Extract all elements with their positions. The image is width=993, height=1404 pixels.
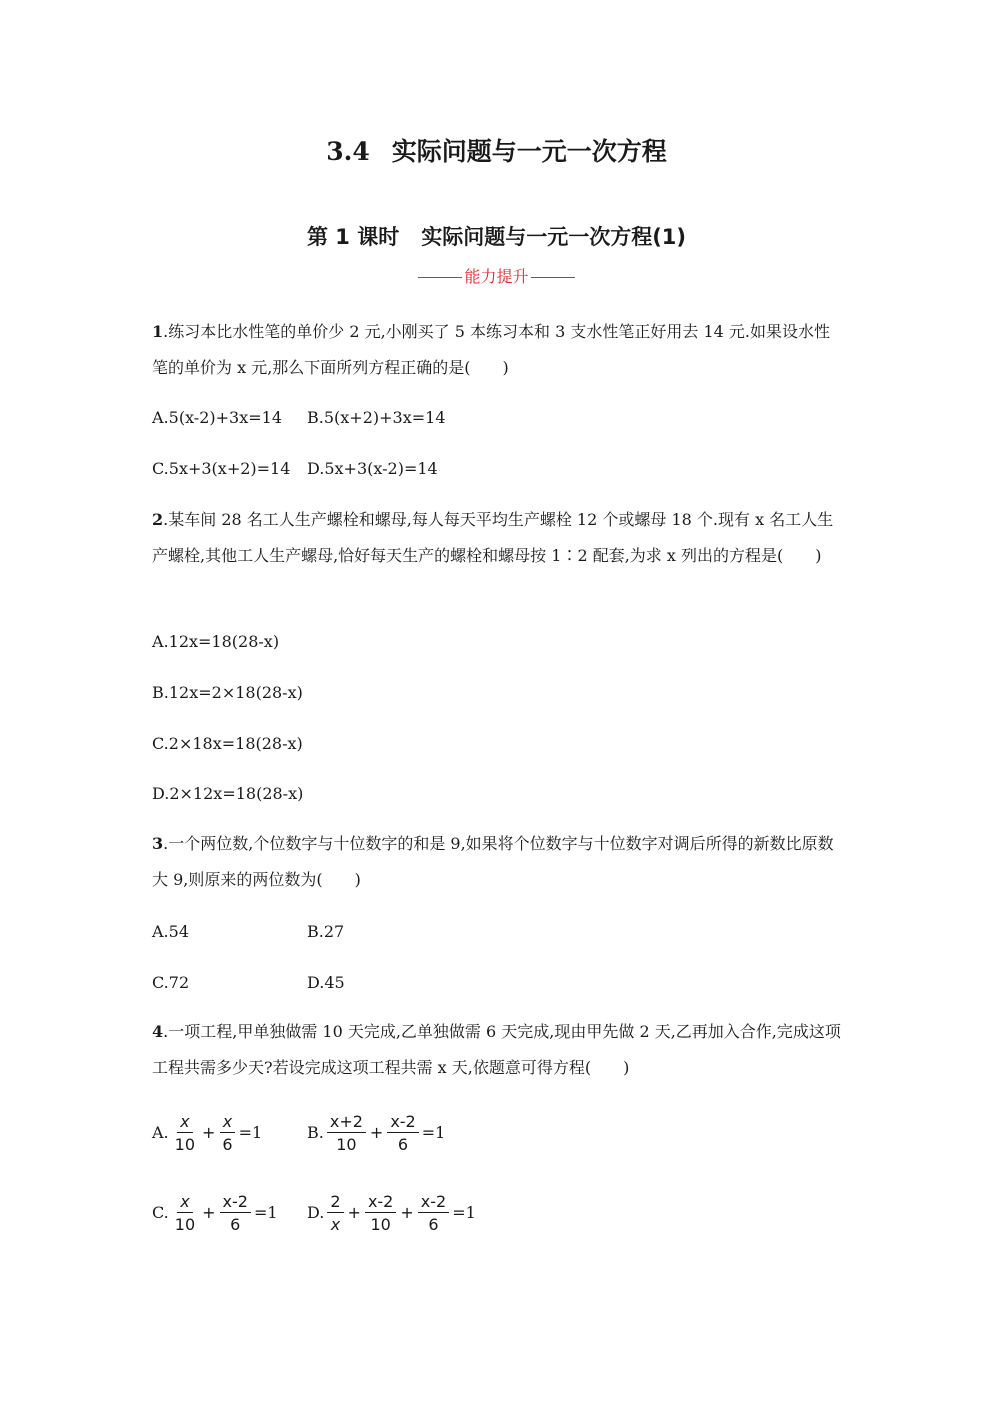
option-c[interactable]: C.72: [152, 973, 190, 992]
option-label: B.: [307, 1123, 324, 1142]
question-4: [152, 1014, 844, 1086]
option-d[interactable]: D.45: [307, 973, 345, 992]
lesson-title: [0, 221, 993, 251]
numerator: x-2: [418, 1192, 449, 1213]
question-text: .一个两位数,个位数字与十位数字的和是 9,如果将个位数字与十位数字对调后所得的新数比原数大 9,则原来的两位数为( ): [152, 834, 834, 889]
option-d[interactable]: D.2×12x=18(28-x): [152, 784, 304, 803]
numerator: x: [180, 1192, 190, 1211]
question-text: .练习本比水性笔的单价少 2 元,小刚买了 5 本练习本和 3 支水性笔正好用去 14 元.如果设水性笔的单价为 x 元,那么下面所列方程正确的是( ): [152, 322, 830, 377]
fraction: [365, 1192, 396, 1234]
equation-rhs: =1: [421, 1123, 446, 1142]
denominator: x: [330, 1215, 341, 1234]
option-d[interactable]: D.5x+3(x-2)=14: [307, 459, 438, 478]
section-tag-label: 能力提升: [464, 267, 529, 286]
fraction: [172, 1112, 198, 1154]
denominator: 10: [174, 1135, 195, 1154]
section-title-text: 实际问题与一元一次方程: [391, 137, 667, 166]
equation-rhs: =1: [238, 1123, 263, 1142]
lesson-number: 第 1 课时: [306, 225, 400, 249]
option-b[interactable]: B.27: [307, 922, 345, 941]
fraction: [219, 1112, 235, 1154]
denominator: 10: [336, 1135, 357, 1154]
denominator: 10: [174, 1215, 196, 1234]
option-label: D.: [307, 1203, 325, 1222]
denominator: 6: [222, 1135, 233, 1154]
option-b[interactable]: B.12x=2×18(28-x): [152, 683, 303, 702]
equation-rhs: =1: [253, 1203, 278, 1222]
option-c[interactable]: C.5x+3(x+2)=14: [152, 459, 291, 478]
fraction: [220, 1192, 251, 1234]
question-text: .某车间 28 名工人生产螺栓和螺母,每人每天平均生产螺栓 12 个或螺母 18 个.现有 x 名工人生产螺栓,其他工人生产螺母,恰好每天生产的螺栓和螺母按 1∶2 配套,为求 x 列出的方程是( ): [152, 510, 834, 565]
option-d[interactable]: [307, 1192, 476, 1234]
plus-sign: +: [400, 1203, 414, 1222]
option-a[interactable]: [152, 1112, 262, 1154]
denominator: 10: [370, 1215, 391, 1234]
fraction: [172, 1192, 198, 1234]
plus-sign: +: [369, 1123, 384, 1142]
option-a[interactable]: A.12x=18(28-x): [152, 632, 280, 651]
question-2: [152, 502, 844, 574]
denominator: 6: [397, 1135, 409, 1154]
numerator: 2: [327, 1192, 343, 1213]
option-c[interactable]: C.2×18x=18(28-x): [152, 734, 303, 753]
question-number: 2: [152, 510, 164, 529]
fraction: [418, 1192, 449, 1234]
fraction: [387, 1112, 418, 1154]
option-a[interactable]: A.5(x-2)+3x=14: [152, 408, 283, 427]
denominator: 6: [230, 1215, 241, 1234]
option-c[interactable]: [152, 1192, 278, 1234]
numerator: x-2: [365, 1192, 396, 1213]
question-text: .一项工程,甲单独做需 10 天完成,乙单独做需 6 天完成,现由甲先做 2 天,乙再加入合作,完成这项工程共需多少天?若设完成这项工程共需 x 天,依题意可得方程( ): [152, 1022, 841, 1077]
question-number: 4: [152, 1022, 164, 1041]
plus-sign: +: [347, 1203, 361, 1222]
plus-sign: +: [202, 1203, 216, 1222]
option-label: A.: [152, 1123, 169, 1142]
option-a[interactable]: A.54: [152, 922, 189, 941]
numerator: x: [222, 1112, 233, 1131]
equation-rhs: =1: [452, 1203, 476, 1222]
fraction: [327, 1192, 343, 1234]
section-title: [0, 132, 993, 168]
plus-sign: +: [202, 1123, 216, 1142]
numerator: x-2: [220, 1192, 251, 1213]
numerator: x-2: [387, 1112, 418, 1133]
question-number: 3: [152, 834, 164, 853]
option-label: C.: [152, 1203, 169, 1222]
question-number: 1: [152, 322, 164, 341]
question-3: [152, 826, 844, 898]
numerator: x+2: [327, 1112, 366, 1133]
tag-divider-right: [531, 277, 575, 278]
section-number: 3.4: [326, 137, 370, 166]
tag-divider-left: [418, 277, 462, 278]
fraction: [327, 1112, 366, 1154]
lesson-title-text: 实际问题与一元一次方程(1): [421, 225, 687, 249]
question-1: [152, 314, 844, 386]
section-tag: [0, 264, 993, 287]
option-b[interactable]: B.5(x+2)+3x=14: [307, 408, 446, 427]
option-b[interactable]: [307, 1112, 445, 1154]
numerator: x: [180, 1112, 190, 1131]
denominator: 6: [428, 1215, 439, 1234]
